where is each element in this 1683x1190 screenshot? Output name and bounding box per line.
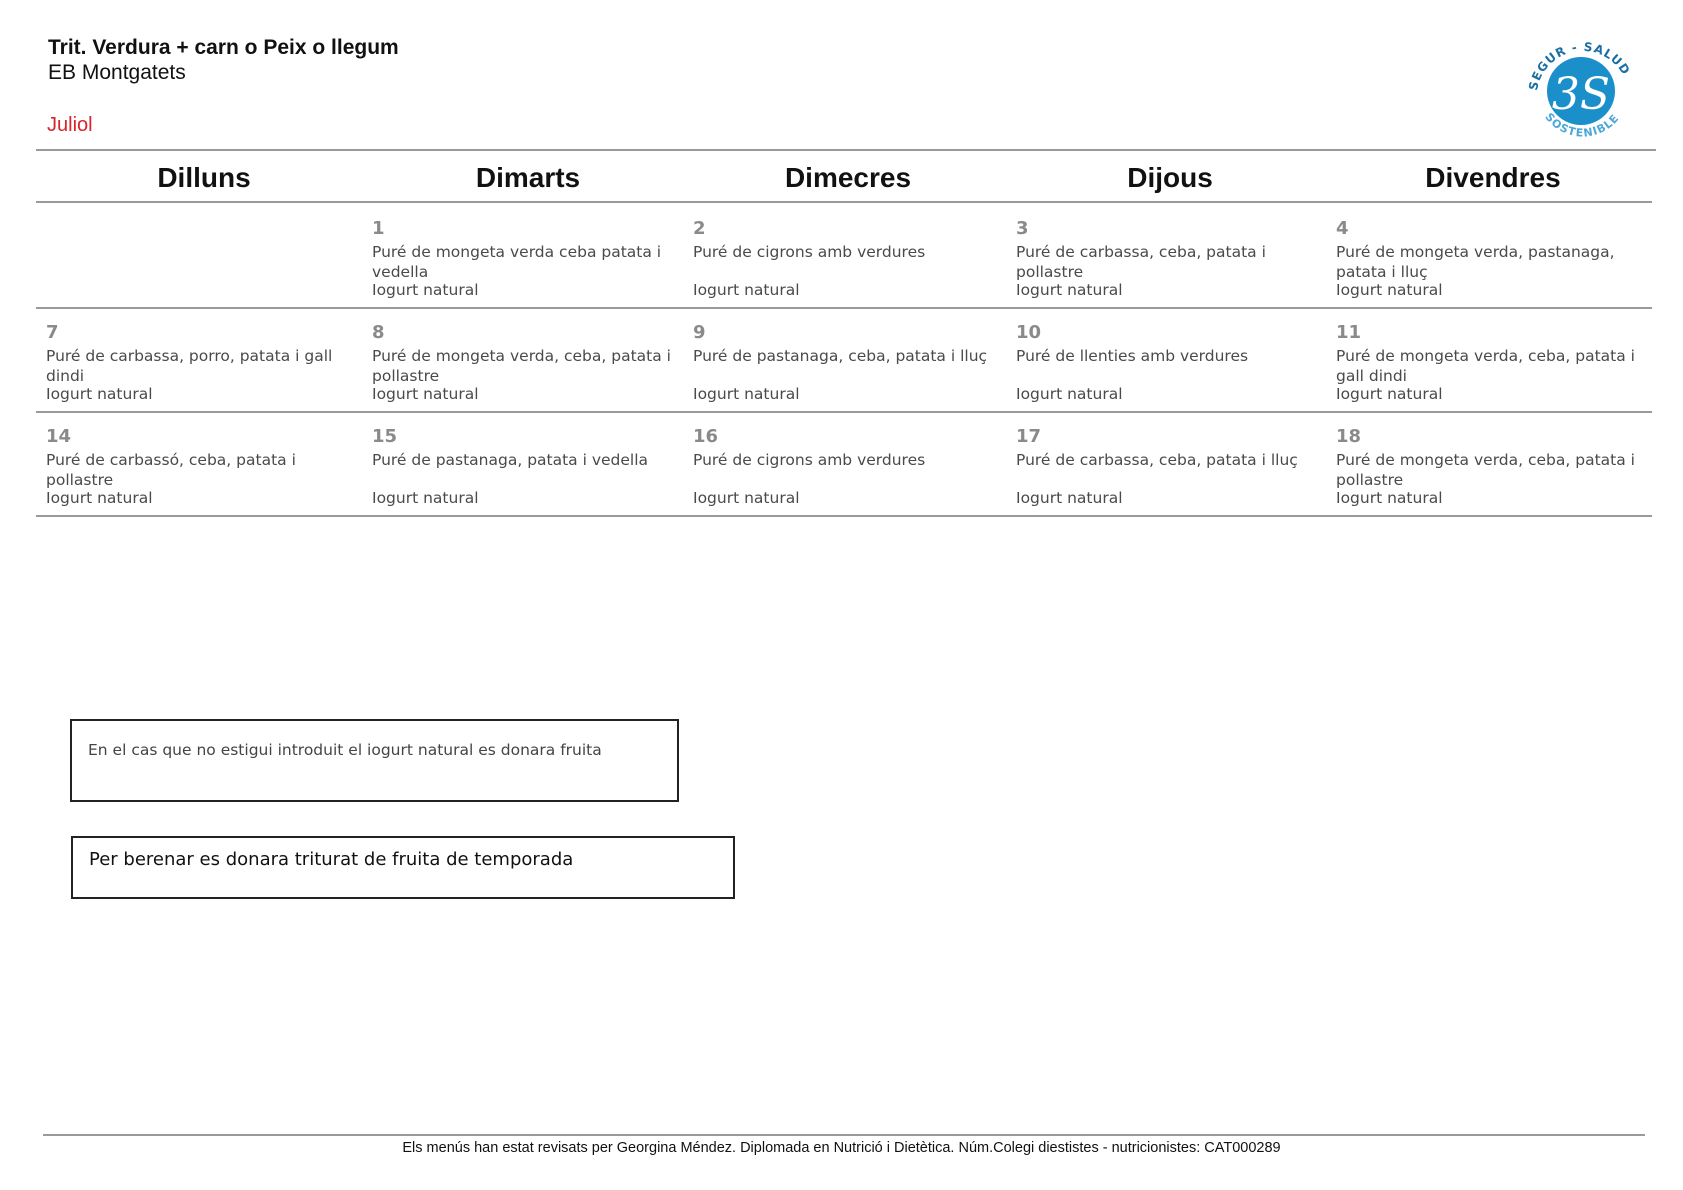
week-divider: [36, 307, 1652, 309]
segur-saludable-sostenible-logo: [1521, 29, 1641, 145]
dessert-name: Iogurt natural: [1336, 385, 1443, 403]
day-number: 8: [372, 322, 385, 343]
dessert-name: Iogurt natural: [372, 281, 479, 299]
day-cell: [1016, 322, 1328, 418]
weekday-2: Dimecres: [784, 162, 912, 193]
dessert-name: Iogurt natural: [693, 489, 800, 507]
day-number: 14: [46, 426, 72, 447]
table-header-rule: [36, 201, 1652, 203]
day-number: 3: [1016, 218, 1029, 239]
dish-name: Puré de carbassa, porro, patata i gall dindi: [46, 347, 333, 385]
logo-mark: 3S: [1551, 69, 1611, 120]
dessert-name: Iogurt natural: [46, 385, 153, 403]
dish-name: Puré de mongeta verda ceba patata i vedella: [372, 243, 662, 281]
logo-text-bottom: SOSTENIBLE: [1542, 110, 1622, 140]
footer-text: Els menús han estat revisats per Georgina Méndez. Diplomada en Nutrició i Dietètica. Núm.Colegi diestistes - nutricionistes: CAT000289: [402, 1140, 1281, 1156]
day-number: 15: [372, 426, 398, 447]
day-cell: [46, 426, 358, 522]
dessert-name: Iogurt natural: [1336, 281, 1443, 299]
weekday-1: Dimarts: [475, 162, 581, 193]
dish-name: Puré de carbassa, ceba, patata i pollastre: [1016, 243, 1266, 281]
day-cell: [1336, 322, 1648, 418]
table-top-rule: [36, 149, 1656, 151]
dish-name: Puré de mongeta verda, ceba, patata i pollastre: [372, 347, 671, 385]
dish-name: Puré de mongeta verda, ceba, patata i pollastre: [1336, 451, 1635, 489]
snack-note-box: [71, 836, 735, 899]
dish-name: Puré de carbassó, ceba, patata i pollastre: [46, 451, 296, 489]
weekday-3: Dijous: [1127, 162, 1213, 193]
dish-name: Puré de carbassa, ceba, patata i lluç: [1016, 451, 1298, 469]
day-cell: [372, 322, 684, 418]
day-cell: [1336, 218, 1648, 314]
dessert-name: Iogurt natural: [46, 489, 153, 507]
day-number: 16: [693, 426, 719, 447]
snack-note-text: Per berenar es donara triturat de fruita de temporada: [89, 849, 574, 870]
day-cell: [1016, 426, 1328, 522]
day-cell: [372, 426, 684, 522]
day-number: 10: [1016, 322, 1042, 343]
dessert-name: Iogurt natural: [372, 385, 479, 403]
week-divider: [36, 515, 1652, 517]
day-cell: [372, 218, 684, 314]
dessert-name: Iogurt natural: [693, 385, 800, 403]
dessert-name: Iogurt natural: [1016, 385, 1123, 403]
dessert-name: Iogurt natural: [693, 281, 800, 299]
yogurt-note-box: [70, 719, 679, 802]
school-name: EB Montgatets: [48, 61, 186, 84]
day-cell: [693, 218, 1005, 314]
logo-text-top: SEGUR - SALUD: [1526, 39, 1634, 92]
dessert-name: Iogurt natural: [372, 489, 479, 507]
month-label: Juliol: [47, 114, 93, 136]
day-cell: [46, 322, 358, 418]
day-cell: [693, 426, 1005, 522]
day-number: 2: [693, 218, 706, 239]
menu-title: Trit. Verdura + carn o Peix o llegum: [48, 36, 399, 59]
day-number: 18: [1336, 426, 1362, 447]
weekday-4: Divendres: [1425, 162, 1561, 193]
dish-name: Puré de llenties amb verdures: [1016, 347, 1249, 365]
dessert-name: Iogurt natural: [1336, 489, 1443, 507]
day-number: 4: [1336, 218, 1349, 239]
dish-name: Puré de mongeta verda, ceba, patata i gall dindi: [1336, 347, 1635, 385]
dessert-name: Iogurt natural: [1016, 281, 1123, 299]
weekday-0: Dilluns: [157, 162, 251, 193]
day-cell: [693, 322, 1005, 418]
dish-name: Puré de pastanaga, ceba, patata i lluç: [693, 347, 988, 365]
dessert-name: Iogurt natural: [1016, 489, 1123, 507]
dish-name: Puré de pastanaga, patata i vedella: [372, 451, 649, 469]
yogurt-note-text: En el cas que no estigui introduit el iogurt natural es donara fruita: [88, 741, 602, 759]
day-cell: [1336, 426, 1648, 522]
week-divider: [36, 411, 1652, 413]
day-number: 11: [1336, 322, 1362, 343]
footer-rule: [43, 1134, 1645, 1136]
day-number: 17: [1016, 426, 1042, 447]
dish-name: Puré de cigrons amb verdures: [693, 243, 926, 261]
day-number: 7: [46, 322, 59, 343]
day-number: 1: [372, 218, 385, 239]
day-number: 9: [693, 322, 706, 343]
dish-name: Puré de cigrons amb verdures: [693, 451, 926, 469]
dish-name: Puré de mongeta verda, pastanaga, patata i lluç: [1336, 243, 1615, 281]
day-cell: [1016, 218, 1328, 314]
